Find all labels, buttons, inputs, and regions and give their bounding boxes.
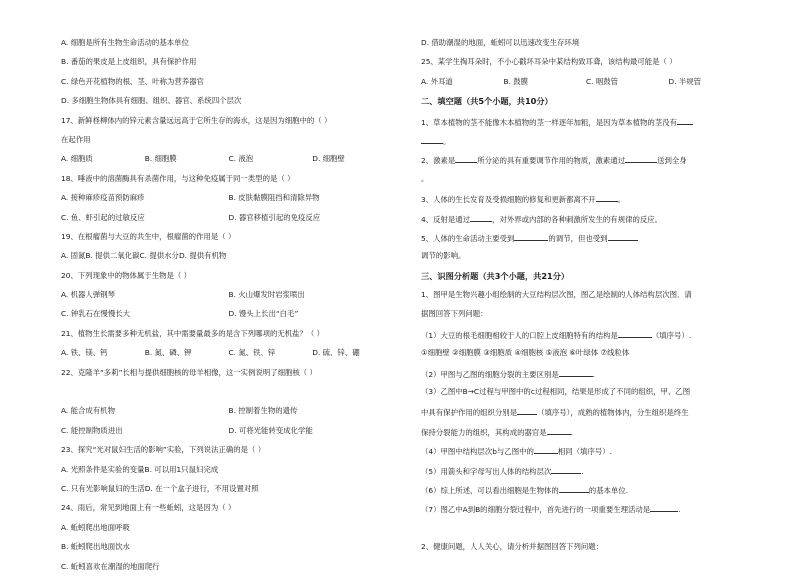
option: C. 钟乳石在慢慢长大: [61, 309, 130, 319]
line-text: （1）大豆的根毛细胞相较于人的口腔上皮细胞特有的结构是: [421, 330, 618, 340]
line-text: 在起作用: [61, 134, 91, 144]
text-line: [61, 251, 396, 270]
line-text: C. 绿色开花植物的根、茎、叶称为营养器官: [61, 76, 204, 86]
line-text: D. 借助潮湿的地面，蚯蚓可以迅速改变生存环境: [421, 38, 580, 47]
answer-blank: [625, 154, 657, 163]
option: B. 皮肤黏膜阻挡和清除异物: [228, 193, 320, 203]
answer-blank: [596, 193, 618, 202]
text-line: [421, 387, 751, 406]
text-line: [61, 523, 396, 542]
line-text: C. 蚯蚓喜欢在潮湿的地面爬行: [61, 561, 160, 571]
answer-blank: [608, 232, 638, 241]
answer-blank: [551, 465, 584, 476]
text-line: [61, 77, 396, 96]
line-text: 保持分裂能力的组织，其构成的器官是: [421, 427, 547, 437]
line-text: D. 多细胞生物体具有细胞、组织、器官、系统四个层次: [61, 96, 242, 106]
line-text: A. 光照条件是实验的变量B. 可以用1只鼠妇完成: [61, 464, 219, 474]
answer-blank: [559, 368, 596, 379]
line-text: B. 蚯蚓爬出地面饮水: [61, 542, 130, 552]
text-line: [61, 445, 396, 464]
option: C. 能控制物质进出: [61, 425, 123, 435]
line-text: 的调节，但也受到: [548, 233, 608, 243]
line-text: 调节的影响。: [421, 251, 466, 261]
text-line: [61, 232, 396, 251]
option: B. 细胞膜: [144, 154, 177, 164]
option: C. 鱼、虾引起的过敏反应: [61, 212, 145, 222]
line-text: 5、人体的生命活动主要受到: [421, 233, 515, 243]
line-text: 1、图甲是生物兴趣小组绘制的大豆结构层次图，图乙是绘制的人体结构层次图．请: [421, 290, 692, 300]
line-text: 送到全身: [657, 156, 687, 166]
line-text: 。: [421, 173, 429, 183]
line-text: （4）甲图中结构层次b与乙图中的: [421, 447, 534, 457]
answer-blank: [517, 406, 537, 415]
left-column: [61, 38, 396, 581]
answer-blank: [559, 484, 589, 493]
text-line: [61, 38, 396, 57]
text-line: [61, 135, 396, 154]
option: A. 机器人弹钢琴: [61, 290, 115, 300]
line-text: （3）乙图中B→C过程与甲图中的c过程相同，结果是形成了不同的组织，甲、乙图: [421, 387, 691, 397]
text-line: [421, 251, 751, 270]
text-line: [421, 213, 751, 232]
text-line: [421, 484, 751, 503]
text-line: [421, 38, 751, 57]
line-text: 相同（填序号）.: [557, 447, 612, 457]
line-text: 2、激素是: [421, 156, 456, 166]
line-text: 3、人体的生长发育及受损细胞的修复和更新都离不开: [421, 195, 596, 205]
option: B. 火山爆发时岩浆喷出: [228, 290, 305, 300]
options-row: [61, 406, 396, 425]
line-text: ①细胞壁 ②细胞膜 ③细胞质 ④细胞核 ⑤液泡 ⑥叶绿体 ⑦线粒体: [421, 348, 630, 358]
right-column: [421, 38, 751, 562]
line-text: ，对外界或内部的各种刺激所发生的有规律的反应。: [492, 214, 663, 224]
line-text: B. 番茄的果皮是上皮组织，具有保护作用: [61, 57, 197, 67]
text-line: [61, 329, 396, 348]
options-row: [61, 309, 396, 328]
text-line: [61, 271, 396, 290]
text-line: [421, 406, 751, 425]
line-text: 21、植物生长需要多种无机盐，其中需要量最多的是含下列哪项的无机盐？（ ）: [61, 328, 325, 338]
text-line: [421, 445, 751, 464]
line-text: 20、下列现象中的物体属于生物是（ ）: [61, 270, 192, 280]
line-text: .: [592, 369, 596, 379]
line-text: （填序号）.: [651, 330, 692, 340]
answer-blank: [650, 503, 681, 515]
text-line: [61, 368, 396, 387]
line-text: A. 蚯蚓爬出地面呼吸: [61, 522, 130, 532]
option: D. 馒头上长出“白毛”: [228, 309, 299, 319]
section-heading: 二、填空题（共5个小题，共10分）: [421, 96, 553, 107]
text-line: [421, 193, 751, 212]
line-text: 2、健康问题，人人关心，请分析并据图回答下列问题：: [421, 542, 604, 552]
option: D. 细胞壁: [312, 154, 345, 164]
line-text: C. 只有光影响鼠妇的生活D. 在一个盒子进行，不用设置对照: [61, 483, 259, 493]
answer-blank: [470, 213, 492, 222]
line-text: 24、雨后，常见到地面上有一些蚯蚓，这是因为（ ）: [61, 503, 236, 513]
options-row: [61, 348, 396, 367]
line-text: （填序号），成熟的植物体内，分生组织是终生: [537, 408, 689, 418]
option: B. 控制着生物的遗传: [228, 406, 298, 416]
text-line: [421, 116, 751, 135]
answer-blank: [618, 329, 652, 338]
line-text: 据图回答下列问题：: [421, 309, 488, 319]
line-text: （6）综上所述，可以看出细胞是生物体的: [421, 485, 559, 495]
text-line: [421, 503, 751, 522]
section-heading: 三、识图分析题（共3个小题，共21分）: [421, 270, 570, 281]
text-line: [421, 426, 751, 445]
option: A. 接种麻疹疫苗预防麻疹: [61, 193, 145, 203]
option: A. 细胞质: [61, 154, 93, 164]
option: D. 硫、锌、硼: [312, 348, 360, 358]
line-text: 19、在根瘤菌与大豆的共生中，根瘤菌的作用是（ ）: [61, 231, 236, 241]
text-line: [61, 96, 396, 115]
line-text: 22、克隆羊“多莉”长相与提供细胞核的母羊相像，这一实例说明了细胞核（ ）: [61, 367, 317, 377]
text-line: [61, 465, 396, 484]
line-text: 1、草本植物的茎不能像木本植物的茎一样逐年加粗，是因为草本植物的茎没有: [421, 117, 677, 127]
answer-blank: [677, 116, 693, 125]
option: B. 氮、磷、钾: [144, 348, 192, 358]
answer-blank: [421, 135, 443, 144]
options-row: [61, 426, 396, 445]
line-text: 17、新鲜柽柳体内的锌元素含量远远高于它所生存的海水，这是因为细胞中的（ ）: [61, 115, 332, 125]
line-text: .: [581, 466, 584, 476]
option: D. 器官移植引起的免疫反应: [228, 212, 321, 222]
option: C. 液泡: [228, 154, 254, 164]
text-line: [421, 348, 751, 367]
line-text: 。: [443, 136, 451, 146]
text-line: [421, 309, 751, 328]
text-line: [421, 329, 751, 348]
answer-blank: [534, 445, 558, 454]
options-row: [61, 154, 396, 173]
text-line: [421, 542, 751, 561]
line-text: .: [678, 505, 681, 515]
line-text: 。: [617, 195, 626, 205]
text-line: [61, 57, 396, 76]
line-text: （5）用箭头和字母写出人体的结构层次: [421, 466, 552, 476]
option: A. 外耳道: [421, 76, 453, 86]
text-line: [421, 154, 751, 173]
option: A. 铁、镁、钙: [61, 348, 108, 358]
text-line: [61, 387, 396, 406]
line-text: （2）甲图与乙图的细胞分裂的主要区别是: [421, 369, 559, 379]
option: D. 半规管: [668, 76, 702, 86]
text-line: [421, 135, 751, 154]
options-row: [61, 213, 396, 232]
option: C. 咽鼓管: [586, 76, 619, 86]
text-line: [421, 290, 751, 309]
option: B. 鼓膜: [503, 76, 529, 86]
text-line: [61, 116, 396, 135]
options-row: [421, 77, 751, 96]
line-text: 的基本单位.: [588, 485, 629, 495]
text-line: [421, 465, 751, 484]
option: A. 能合成有机物: [61, 406, 115, 416]
line-text: 18、唾液中的溶菌酶具有杀菌作用，与这种免疫属于同一类型的是（ ）: [61, 173, 295, 183]
text-line: [421, 232, 751, 251]
line-text: 中具有保护作用的组织分别是: [421, 408, 518, 418]
line-text: .: [570, 427, 574, 437]
text-line: [61, 503, 396, 522]
option: D. 可将光能转变成化学能: [228, 425, 313, 435]
line-text: 所分泌的具有重要调节作用的物质，激素通过: [477, 156, 626, 166]
text-line: [421, 57, 751, 76]
text-line: [421, 368, 751, 387]
options-row: [61, 290, 396, 309]
text-line: [421, 523, 751, 542]
option: C. 氮、铁、锌: [228, 348, 276, 358]
text-line: [421, 174, 751, 193]
line-text: 23、探究“光对鼠妇生活的影响”实验，下列说法正确的是（ ）: [61, 445, 266, 455]
line-text: （7）图乙中A到B的细胞分裂过程中，首先进行的一项重要生理活动是: [421, 505, 651, 515]
text-line: [61, 562, 396, 581]
line-text: 4、反射是通过: [421, 214, 471, 224]
options-row: [61, 193, 396, 212]
text-line: [61, 542, 396, 561]
answer-blank: [514, 232, 548, 241]
answer-blank: [455, 154, 477, 163]
text-line: [61, 484, 396, 503]
text-line: [61, 174, 396, 193]
line-text: A. 细胞是所有生物生命活动的基本单位: [61, 38, 189, 47]
answer-blank: [547, 426, 574, 437]
line-text: A. 固氮B. 提供二氧化碳C. 提供水分D. 提供有机物: [61, 251, 227, 261]
line-text: 25、某学生掏耳朵时，不小心戳坏耳朵中某结构致耳聋，该结构最可能是（ ）: [421, 57, 677, 67]
